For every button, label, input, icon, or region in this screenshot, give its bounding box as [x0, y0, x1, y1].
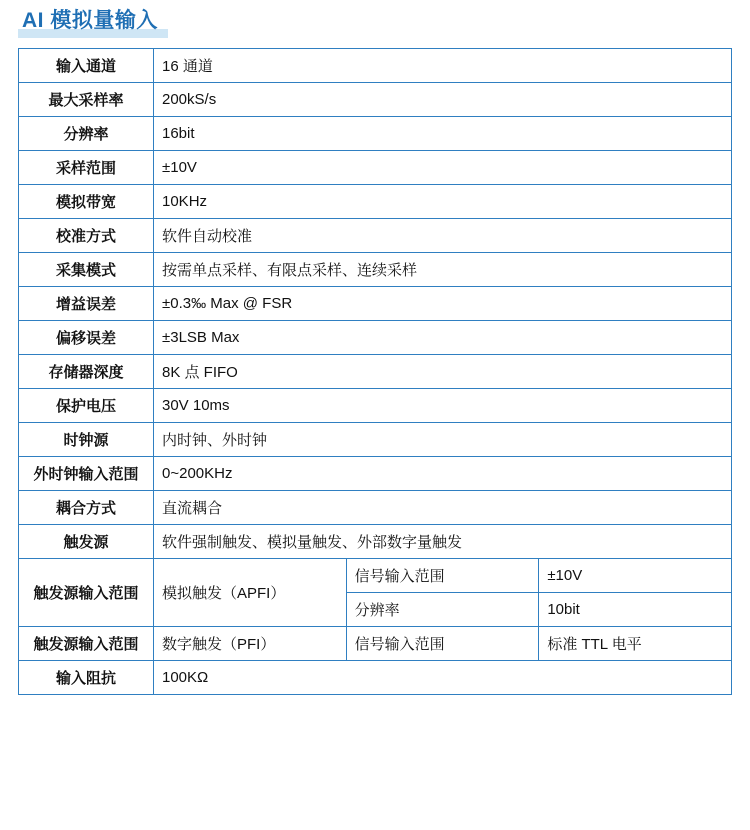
row-value: 直流耦合: [154, 491, 732, 525]
row-label: 校准方式: [19, 219, 154, 253]
table-row: [19, 49, 732, 83]
row-label: 最大采样率: [19, 83, 154, 117]
table-row: [19, 117, 732, 151]
row-label: 偏移误差: [19, 321, 154, 355]
row-value: 8K 点 FIFO: [154, 355, 732, 389]
row-value: 200kS/s: [154, 83, 732, 117]
table-row: [19, 389, 732, 423]
row-value: 100KΩ: [154, 661, 732, 695]
row-label: 输入阻抗: [19, 661, 154, 695]
row-value: 0~200KHz: [154, 457, 732, 491]
table-row-trigger-analog-1: [19, 559, 732, 593]
sub-row-value: 10bit: [539, 593, 732, 627]
row-label: 耦合方式: [19, 491, 154, 525]
table-row: [19, 321, 732, 355]
row-value: ±3LSB Max: [154, 321, 732, 355]
table-row: [19, 83, 732, 117]
row-value: ±0.3‰ Max @ FSR: [154, 287, 732, 321]
table-row: [19, 491, 732, 525]
table-row: [19, 423, 732, 457]
table-row: [19, 253, 732, 287]
row-value: 16 通道: [154, 49, 732, 83]
table-row: [19, 151, 732, 185]
row-label: 模拟带宽: [19, 185, 154, 219]
sub-row-value: 标准 TTL 电平: [539, 627, 732, 661]
row-label: 外时钟输入范围: [19, 457, 154, 491]
row-label: 触发源: [19, 525, 154, 559]
row-label: 保护电压: [19, 389, 154, 423]
table-row: [19, 661, 732, 695]
row-label: 触发源输入范围: [19, 627, 154, 661]
row-value: 内时钟、外时钟: [154, 423, 732, 457]
table-row: [19, 185, 732, 219]
row-value: ±10V: [154, 151, 732, 185]
row-label: 采集模式: [19, 253, 154, 287]
table-row: [19, 457, 732, 491]
row-label: 触发源输入范围: [19, 559, 154, 627]
trigger-mode-label: 数字触发（PFI）: [154, 627, 347, 661]
table-row-trigger-digital: [19, 627, 732, 661]
table-row: [19, 287, 732, 321]
row-label: 时钟源: [19, 423, 154, 457]
specification-table: [18, 48, 732, 695]
row-label: 输入通道: [19, 49, 154, 83]
sub-row-name: 分辨率: [346, 593, 539, 627]
sub-row-name: 信号输入范围: [346, 627, 539, 661]
row-value: 软件强制触发、模拟量触发、外部数字量触发: [154, 525, 732, 559]
row-label: 存储器深度: [19, 355, 154, 389]
table-row: [19, 355, 732, 389]
row-value: 30V 10ms: [154, 389, 732, 423]
table-row: [19, 525, 732, 559]
page-title: [18, 6, 168, 38]
row-value: 按需单点采样、有限点采样、连续采样: [154, 253, 732, 287]
table-row: [19, 219, 732, 253]
page-title-text: AI 模拟量输入: [22, 9, 158, 32]
row-value: 10KHz: [154, 185, 732, 219]
sub-row-value: ±10V: [539, 559, 732, 593]
row-value: 16bit: [154, 117, 732, 151]
sub-row-name: 信号输入范围: [346, 559, 539, 593]
row-label: 增益误差: [19, 287, 154, 321]
trigger-mode-label: 模拟触发（APFI）: [154, 559, 347, 627]
row-label: 采样范围: [19, 151, 154, 185]
row-value: 软件自动校准: [154, 219, 732, 253]
row-label: 分辨率: [19, 117, 154, 151]
